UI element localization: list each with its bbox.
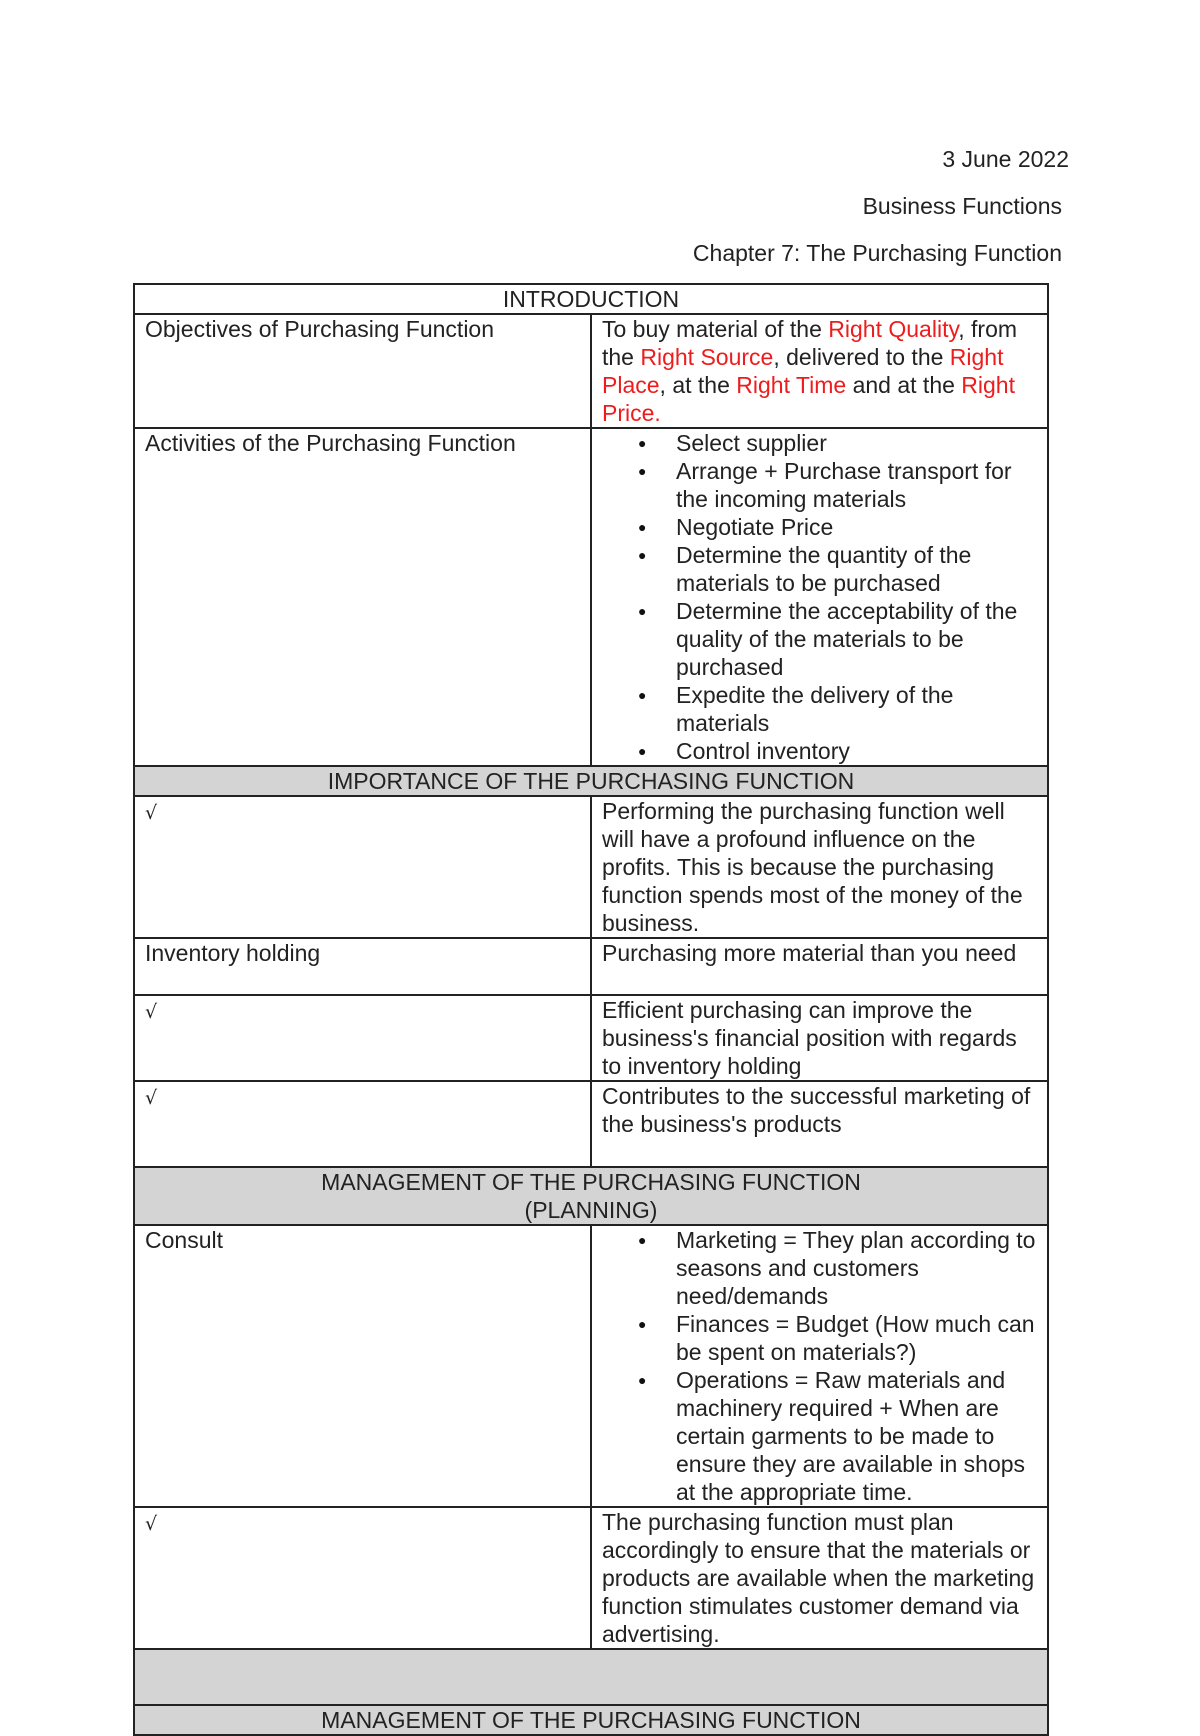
activities-label: Activities of the Purchasing Function: [134, 428, 591, 766]
consult-cell: [591, 1225, 1048, 1507]
list-item: ● Determine the acceptability of the quality of the materials to be purchased: [676, 597, 1037, 681]
objectives-part: and at the: [846, 372, 962, 398]
list-item: ● Control inventory: [676, 737, 1037, 765]
row-label: [134, 1507, 591, 1649]
section-title-introduction: INTRODUCTION: [134, 284, 1048, 314]
section-title-management: MANAGEMENT OF THE PURCHASING FUNCTION: [134, 1705, 1048, 1735]
check-icon: √: [145, 802, 158, 824]
objectives-highlight: Right Time: [736, 372, 847, 398]
check-icon: √: [145, 1513, 158, 1535]
table-row: [134, 314, 1048, 428]
row-text: The purchasing function must plan accordingly to ensure that the materials or products are available when the marketing function stimulates customer demand via advertising.: [591, 1507, 1048, 1649]
activities-list: [602, 429, 1037, 765]
notes-table: [133, 283, 1049, 1736]
table-row: [134, 1225, 1048, 1507]
check-icon: √: [145, 1001, 158, 1023]
objectives-highlight: Right Price.: [602, 372, 1015, 426]
row-text: Performing the purchasing function well will have a profound influence on the profits. This is because the purchasing function spends most of the money of the business.: [591, 796, 1048, 938]
objectives-part: To buy material of the: [602, 316, 829, 342]
chapter-title: Chapter 7: The Purchasing Function: [692, 240, 1062, 266]
objectives-highlight: Right Source: [640, 344, 774, 370]
list-item: ● Expedite the delivery of the materials: [676, 681, 1037, 737]
empty-shaded-row: [134, 1649, 1048, 1705]
table-row: [134, 1081, 1048, 1167]
list-item: ● Operations = Raw materials and machinery required + When are certain garments to be made to ensure they are available in shops at the appropriate time.: [676, 1366, 1037, 1506]
objectives-part: , at the: [659, 372, 737, 398]
section-header-row: [134, 284, 1048, 314]
objectives-text: [591, 314, 1048, 428]
list-item: ● Finances = Budget (How much can be spent on materials?): [676, 1310, 1037, 1366]
list-item: ● Select supplier: [676, 429, 1037, 457]
empty-shaded-cell: [134, 1649, 1048, 1705]
section-header-row: [134, 1705, 1048, 1735]
consult-label: Consult: [134, 1225, 591, 1507]
objectives-highlight: Right Quality: [828, 316, 959, 342]
row-label: [134, 1081, 591, 1167]
row-text: Efficient purchasing can improve the business's financial position with regards to inventory holding: [591, 995, 1048, 1081]
check-icon: √: [145, 1087, 158, 1109]
activities-cell: [591, 428, 1048, 766]
document-date: 3 June 2022: [942, 146, 1069, 172]
table-row: [134, 1507, 1048, 1649]
list-item: ● Negotiate Price: [676, 513, 1037, 541]
list-item: ● Arrange + Purchase transport for the incoming materials: [676, 457, 1037, 513]
table-row: [134, 428, 1048, 766]
objectives-part: , from the: [602, 316, 1018, 370]
table-row: [134, 796, 1048, 938]
table-row: [134, 995, 1048, 1081]
table-row: [134, 938, 1048, 995]
row-label: [134, 796, 591, 938]
list-item: ● Determine the quantity of the materials to be purchased: [676, 541, 1037, 597]
list-item: ● Marketing = They plan according to seasons and customers need/demands: [676, 1226, 1037, 1310]
section-header-row: [134, 766, 1048, 796]
subject-title: Business Functions: [862, 193, 1062, 219]
consult-list: [602, 1226, 1037, 1506]
row-label: Inventory holding: [134, 938, 591, 995]
section-subtitle: (PLANNING): [524, 1197, 658, 1223]
section-title-management-planning: [134, 1167, 1048, 1225]
objectives-part: , delivered to the: [773, 344, 950, 370]
section-title-importance: IMPORTANCE OF THE PURCHASING FUNCTION: [134, 766, 1048, 796]
section-title-line: MANAGEMENT OF THE PURCHASING FUNCTION: [321, 1169, 861, 1195]
objectives-highlight: Right Place: [602, 344, 1004, 398]
row-text: Contributes to the successful marketing of the business's products: [591, 1081, 1048, 1167]
row-label: [134, 995, 591, 1081]
section-header-row: [134, 1167, 1048, 1225]
row-text: Purchasing more material than you need: [591, 938, 1048, 995]
objectives-label: Objectives of Purchasing Function: [134, 314, 591, 428]
